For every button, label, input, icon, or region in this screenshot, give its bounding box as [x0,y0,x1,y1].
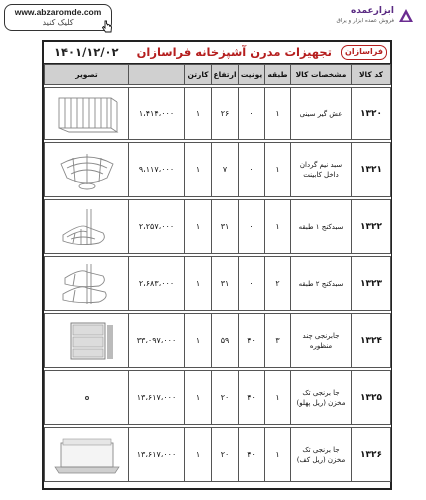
header-image: تصویر [45,65,129,85]
product-image-cell [45,257,129,311]
product-code: ۱۳۲۰ [352,88,391,140]
product-height: ۵۹ [212,314,239,368]
product-carton: ۱ [185,428,212,482]
product-unit: ۴۰ [239,428,265,482]
corner-basket-1-image [51,205,123,249]
product-image-cell [45,371,129,425]
product-price: ۱،۴۱۴،۰۰۰ [129,88,185,140]
product-height: ۳۱ [212,200,239,254]
product-code: ۱۳۲۳ [352,257,391,311]
table-header-row [45,65,391,85]
product-code: ۱۳۲۶ [352,428,391,482]
price-list-sheet [42,40,392,490]
product-height: ۳۱ [212,257,239,311]
header-desc: مشخصات کالا [291,65,352,85]
product-height: ۲۰ [212,371,239,425]
rice-tank-image [51,433,123,477]
product-carton: ۱ [185,314,212,368]
product-floors: ۱ [265,371,291,425]
product-price: ۱۳،۶۱۷،۰۰۰ [129,428,185,482]
product-unit: ۰ [239,143,265,197]
sheet-title-row [44,42,390,64]
product-code: ۱۳۲۱ [352,143,391,197]
dish-rack-image [51,92,123,136]
table-row [45,314,391,368]
product-floors: ۳ [265,314,291,368]
table-row [45,143,391,197]
product-image-cell [45,200,129,254]
product-desc: سبدکنج ۱ طبقه [291,200,352,254]
header-carton: کارتن [185,65,212,85]
half-turn-basket-image [51,148,123,192]
product-height: ۲۶ [212,88,239,140]
product-desc: سبد نیم گردان داخل کابینت [291,143,352,197]
header-floors: طبقه [265,65,291,85]
brand-header [324,6,414,28]
product-floors: ۱ [265,88,291,140]
product-desc: جا برنجی تک مخزن (ریل کف) [291,428,352,482]
product-desc: سبدکنج ۲ طبقه [291,257,352,311]
product-unit: ۴۰ [239,314,265,368]
product-price: ۹،۱۱۷،۰۰۰ [129,143,185,197]
product-unit: ۰ [239,88,265,140]
header-unit: یونیت [239,65,265,85]
product-floors: ۲ [265,257,291,311]
product-code: ۱۳۲۲ [352,200,391,254]
table-row [45,428,391,482]
product-carton: ۱ [185,371,212,425]
product-price: ۲،۶۸۳،۰۰۰ [129,257,185,311]
header-code: کد کالا [352,65,391,85]
brand-tagline: فروش عمده ابزار و یراق [336,18,394,24]
header-price [129,65,185,85]
product-image-cell [45,143,129,197]
empty-image [85,396,89,400]
product-unit: ۰ [239,257,265,311]
product-floors: ۱ [265,428,291,482]
price-table [44,64,391,482]
product-unit: ۴۰ [239,371,265,425]
product-code: ۱۳۲۴ [352,314,391,368]
product-carton: ۱ [185,88,212,140]
rice-storage-image [51,319,123,363]
sheet-title: تجهیزات مدرن آشپزخانه فراسازان [136,45,332,59]
product-unit: ۰ [239,200,265,254]
product-floors: ۱ [265,143,291,197]
header-height: ارتفاع [212,65,239,85]
product-image-cell [45,88,129,140]
website-url: www.abzaromde.com [14,7,102,17]
farasazan-logo: فراسازان [341,45,387,60]
product-desc: عش گیر سینی [291,88,352,140]
product-desc: جابرنجی چند منظوره [291,314,352,368]
product-desc: جا برنجی تک مخزن (ریل پهلو) [291,371,352,425]
sheet-date: ۱۴۰۱/۱۲/۰۲ [54,45,119,59]
product-height: ۲۰ [212,428,239,482]
product-code: ۱۳۲۵ [352,371,391,425]
product-floors: ۱ [265,200,291,254]
table-row [45,200,391,254]
hand-cursor-icon [101,20,113,34]
website-link-button[interactable] [4,4,112,31]
product-price: ۲،۲۵۷،۰۰۰ [129,200,185,254]
product-carton: ۱ [185,200,212,254]
product-price: ۱۳،۶۱۷،۰۰۰ [129,371,185,425]
brand-logo-icon [398,8,414,24]
product-price: ۳۳،۰۹۷،۰۰۰ [129,314,185,368]
click-here-label: کلیک کنید [42,18,74,27]
product-image-cell [45,314,129,368]
product-height: ۷ [212,143,239,197]
corner-basket-2-image [51,262,123,306]
table-row [45,257,391,311]
product-carton: ۱ [185,143,212,197]
product-image-cell [45,428,129,482]
table-row [45,88,391,140]
product-carton: ۱ [185,257,212,311]
brand-name: ابزارعمده [350,6,394,16]
table-row [45,371,391,425]
